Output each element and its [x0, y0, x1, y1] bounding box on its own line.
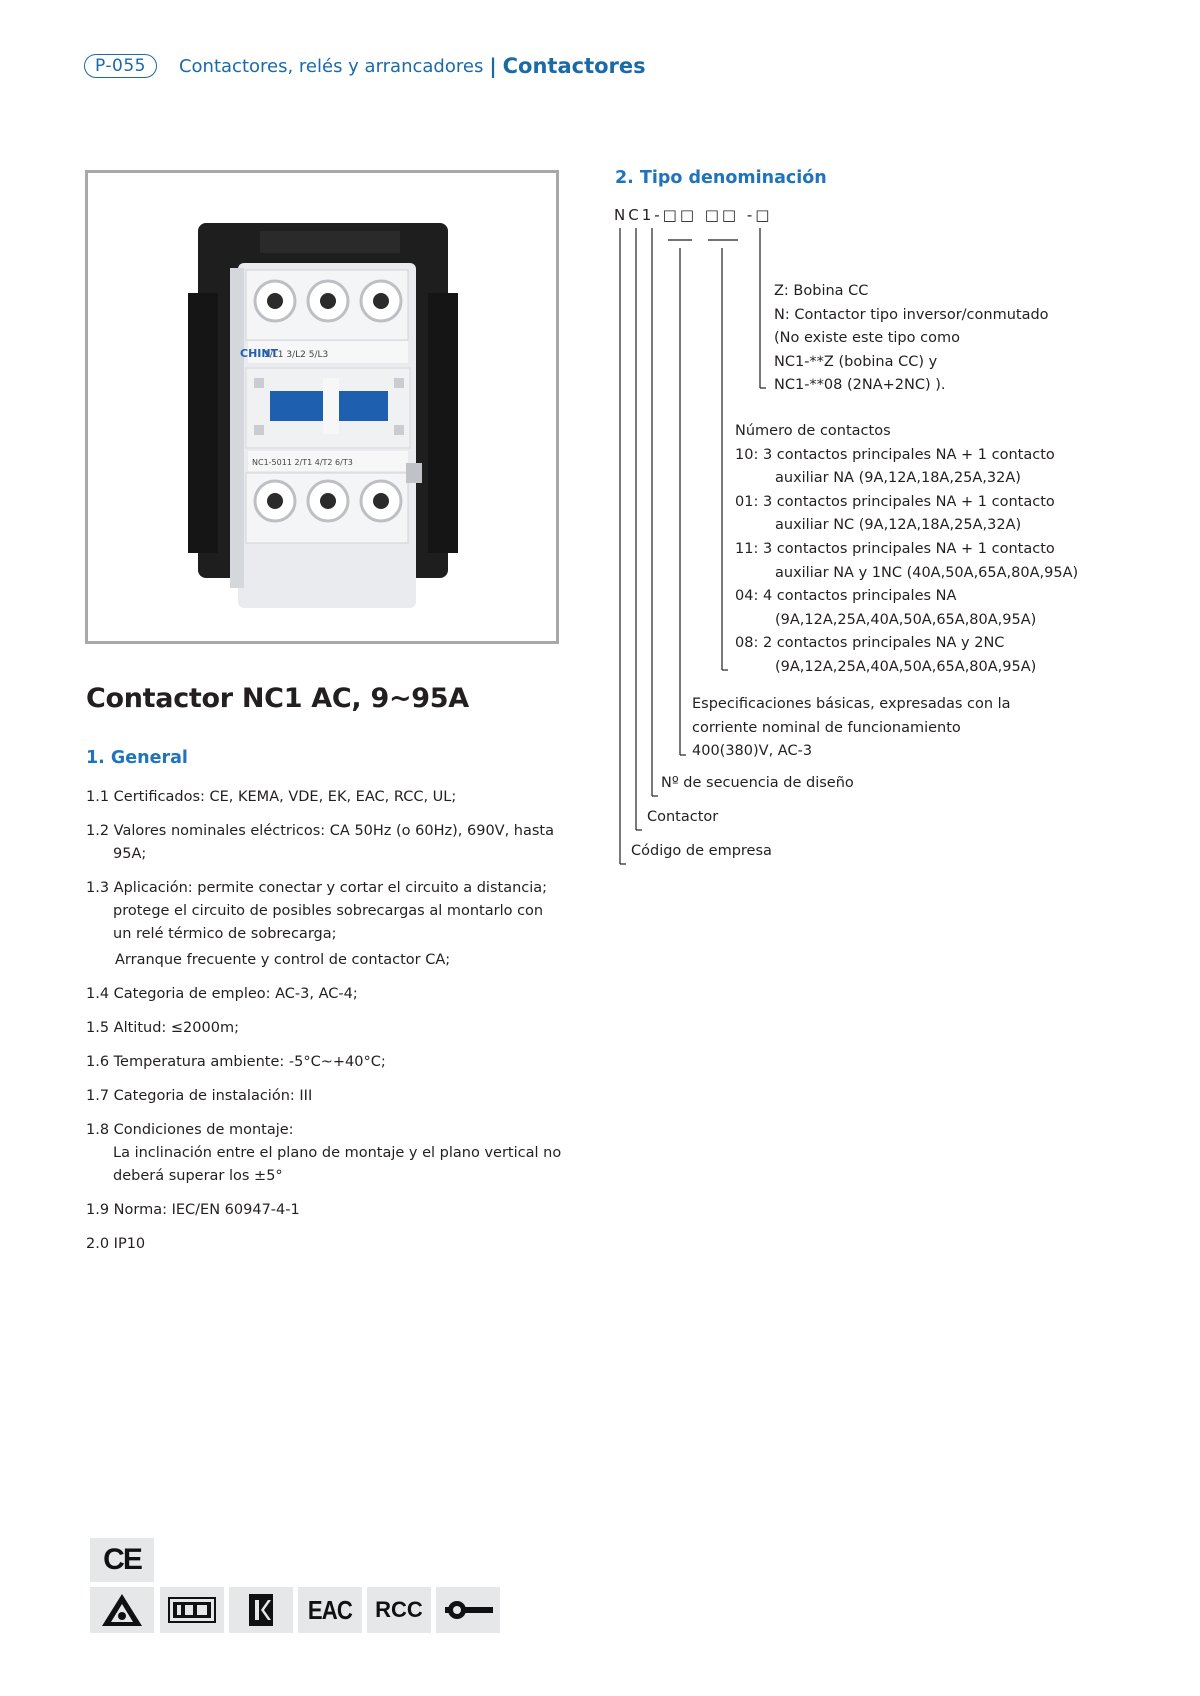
general-item-text: 1.3 Aplicación: permite conectar y cortar el circuito a distancia;: [86, 880, 548, 896]
general-item-text: 2.0 IP10: [86, 1236, 146, 1252]
general-item-text: 1.9 Norma: IEC/EN 60947-4-1: [86, 1202, 300, 1218]
designation-z-block: [774, 280, 1049, 398]
designation-line: 11: 3 contactos principales NA + 1 contacto: [735, 540, 1055, 557]
designation-line: Especificaciones básicas, expresadas con la: [692, 696, 1011, 712]
designation-line: Número de contactos: [735, 423, 891, 439]
designation-line: Z: Bobina CC: [774, 283, 869, 299]
general-item: [86, 1233, 576, 1256]
designation-line: corriente nominal de funcionamiento: [692, 719, 961, 736]
general-item: [86, 1085, 576, 1108]
designation-line: 400(380)V, AC-3: [692, 743, 813, 760]
designation-line: (No existe este tipo como: [774, 330, 960, 347]
breadcrumb: Contactores, relés y arrancadores: [178, 55, 484, 77]
product-title: Contactor NC1 AC, 9~95A: [86, 683, 469, 714]
page-number-badge: P-055: [84, 54, 157, 78]
general-item-text: 1.4 Categoria de empleo: AC-3, AC-4;: [86, 986, 358, 1002]
general-item: [86, 983, 576, 1006]
general-item-text: 1.6 Temperatura ambiente: -5°C~+40°C;: [86, 1054, 386, 1070]
general-item: [86, 1017, 576, 1040]
brand-logo: CHINT: [240, 347, 279, 360]
designation-line: (9A,12A,25A,40A,50A,65A,80A,95A): [775, 658, 1037, 675]
general-item-text: 1.2 Valores nominales eléctricos: CA 50Hz (o 60Hz), 690V, hasta: [86, 823, 555, 839]
ek-icon: [229, 1587, 293, 1633]
rcc-mark-icon: [367, 1587, 431, 1633]
general-item-text: 1.7 Categoria de instalación: III: [86, 1088, 313, 1104]
designation-line: 10: 3 contactos principales NA + 1 contacto: [735, 446, 1055, 463]
general-item-text: 1.5 Altitud: ≤2000m;: [86, 1020, 239, 1036]
designation-spec-block: [692, 693, 1011, 764]
general-item-text: La inclinación entre el plano de montaje y el plano vertical no: [113, 1145, 562, 1161]
general-item: [86, 1199, 576, 1222]
designation-contactor: Contactor: [647, 809, 719, 825]
general-item: [86, 949, 576, 972]
general-item-text: un relé térmico de sobrecarga;: [113, 926, 337, 942]
general-item: [86, 1119, 576, 1188]
kema-keur-icon: [90, 1587, 154, 1633]
designation-line: auxiliar NA y 1NC (40A,50A,65A,80A,95A): [775, 564, 1079, 581]
ce-mark-text: CE: [103, 1543, 141, 1576]
designation-line: NC1-**08 (2NA+2NC) ).: [774, 377, 946, 394]
general-item-text: 95A;: [113, 846, 147, 862]
designation-line: auxiliar NA (9A,12A,18A,25A,32A): [775, 470, 1021, 487]
general-heading: 1. General: [86, 748, 188, 768]
designation-line: (9A,12A,25A,40A,50A,65A,80A,95A): [775, 611, 1037, 628]
designation-line: 08: 2 contactos principales NA y 2NC: [735, 635, 1005, 652]
general-item: [86, 1051, 576, 1074]
designation-line: NC1-**Z (bobina CC) y: [774, 353, 938, 370]
eac-mark-icon: [298, 1587, 362, 1633]
designation-heading: 2. Tipo denominación: [615, 168, 827, 188]
designation-line: N: Contactor tipo inversor/conmutado: [774, 306, 1049, 323]
designation-company: Código de empresa: [631, 843, 772, 859]
general-item-text: deberá superar los ±5°: [113, 1168, 283, 1184]
vde-icon: [160, 1587, 224, 1633]
general-item-text: Arranque frecuente y control de contactor CA;: [115, 952, 451, 968]
general-item-text: 1.8 Condiciones de montaje:: [86, 1122, 294, 1138]
general-item-text: protege el circuito de posibles sobrecargas al montarlo con: [113, 903, 544, 919]
section-title: Contactores: [502, 54, 646, 78]
general-item-text: 1.1 Certificados: CE, KEMA, VDE, EK, EAC, RCC, UL;: [86, 789, 457, 805]
designation-line: auxiliar NC (9A,12A,18A,25A,32A): [775, 517, 1022, 534]
designation-contacts-block: [735, 420, 1078, 680]
ce-mark-icon: [90, 1538, 154, 1582]
designation-line: 01: 3 contactos principales NA + 1 contacto: [735, 493, 1055, 510]
svg-text:1/L1 3/L2 5/L3: 1/L1 3/L2 5/L3: [264, 350, 329, 360]
svg-text:NC1-5011 2/T1 4/T2 6/T3: NC1-5011 2/T1 4/T2 6/T3: [252, 458, 353, 467]
rcc-mark-text: RCC: [375, 1597, 423, 1622]
ul-icon: [436, 1587, 500, 1633]
designation-code: NC1-□□ □□ -□: [614, 206, 773, 224]
breadcrumb-separator: |: [489, 54, 497, 78]
designation-line: 04: 4 contactos principales NA: [735, 588, 957, 605]
eac-mark-text: EAC: [307, 1594, 353, 1625]
designation-sequence: Nº de secuencia de diseño: [661, 775, 854, 791]
